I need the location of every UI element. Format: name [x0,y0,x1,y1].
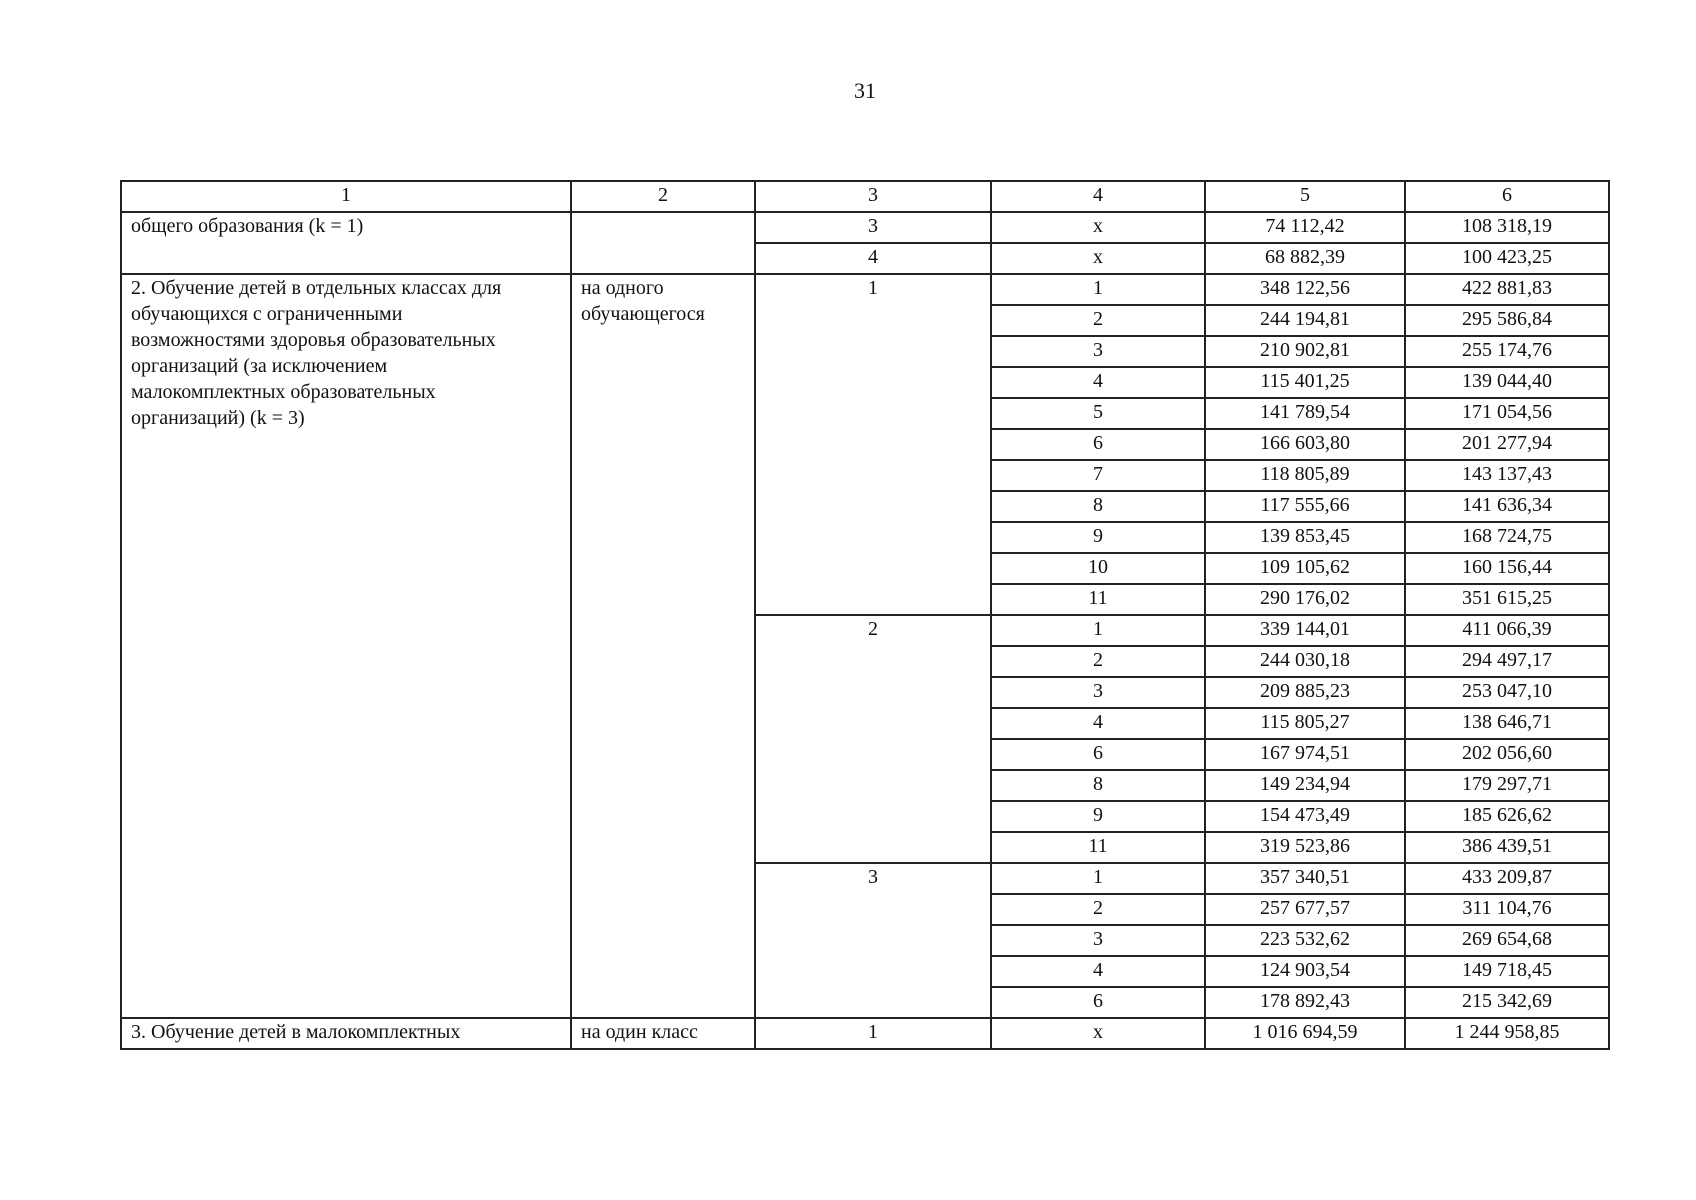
class-cell: 4 [991,708,1205,739]
value-cell: 167 974,51 [1205,739,1405,770]
description-line: организаций) (k = 3) [131,407,305,429]
unit-cell: на одного обучающегося [571,274,755,1018]
value-cell: 100 423,25 [1405,243,1609,274]
class-cell: 3 [991,336,1205,367]
value-cell: 1 244 958,85 [1405,1018,1609,1049]
class-cell: 6 [991,987,1205,1018]
class-cell: 8 [991,491,1205,522]
value-cell: 255 174,76 [1405,336,1609,367]
value-cell: 185 626,62 [1405,801,1609,832]
value-cell: 210 902,81 [1205,336,1405,367]
value-cell: 171 054,56 [1405,398,1609,429]
value-cell: 179 297,71 [1405,770,1609,801]
value-cell: 339 144,01 [1205,615,1405,646]
value-cell: 115 401,25 [1205,367,1405,398]
value-cell: 118 805,89 [1205,460,1405,491]
group-cell: 2 [755,615,991,863]
value-cell: 223 532,62 [1205,925,1405,956]
value-cell: 201 277,94 [1405,429,1609,460]
value-cell: 141 789,54 [1205,398,1405,429]
class-cell: 10 [991,553,1205,584]
column-header-1: 1 [121,181,571,212]
class-cell: 3 [991,677,1205,708]
value-cell: 357 340,51 [1205,863,1405,894]
value-cell: 1 016 694,59 [1205,1018,1405,1049]
class-cell: 5 [991,398,1205,429]
group-cell: 3 [755,863,991,1018]
value-cell: 257 677,57 [1205,894,1405,925]
group-cell: 1 [755,274,991,615]
class-cell: 6 [991,739,1205,770]
value-cell: 244 030,18 [1205,646,1405,677]
value-cell: 115 805,27 [1205,708,1405,739]
value-cell: 108 318,19 [1405,212,1609,243]
value-cell: 124 903,54 [1205,956,1405,987]
value-cell: 139 044,40 [1405,367,1609,398]
class-cell: 2 [991,646,1205,677]
class-cell: 4 [991,956,1205,987]
class-cell: 11 [991,832,1205,863]
value-cell: 348 122,56 [1205,274,1405,305]
value-cell: 386 439,51 [1405,832,1609,863]
value-cell: 319 523,86 [1205,832,1405,863]
value-cell: 74 112,42 [1205,212,1405,243]
value-cell: 215 342,69 [1405,987,1609,1018]
class-cell: х [991,1018,1205,1049]
class-cell: 9 [991,801,1205,832]
value-cell: 244 194,81 [1205,305,1405,336]
class-cell: 6 [991,429,1205,460]
class-cell: х [991,243,1205,274]
section-description [121,274,571,1018]
class-cell: 2 [991,305,1205,336]
value-cell: 433 209,87 [1405,863,1609,894]
value-cell: 154 473,49 [1205,801,1405,832]
value-cell: 117 555,66 [1205,491,1405,522]
value-cell: 311 104,76 [1405,894,1609,925]
value-cell: 160 156,44 [1405,553,1609,584]
column-header-2: 2 [571,181,755,212]
class-cell: 8 [991,770,1205,801]
class-cell: 7 [991,460,1205,491]
group-cell: 1 [755,1018,991,1049]
table-row [121,1018,1609,1049]
data-table [120,180,1610,1050]
value-cell: 290 176,02 [1205,584,1405,615]
value-cell: 143 137,43 [1405,460,1609,491]
group-cell: 4 [755,243,991,274]
description-line: возможностями здоровья образовательных [131,329,496,351]
value-cell: 295 586,84 [1405,305,1609,336]
description-line: обучающихся с ограниченными [131,303,403,325]
class-cell: х [991,212,1205,243]
column-header-6: 6 [1405,181,1609,212]
value-cell: 209 885,23 [1205,677,1405,708]
page-number: 31 [854,78,876,103]
value-cell: 138 646,71 [1405,708,1609,739]
column-header-4: 4 [991,181,1205,212]
table-row [121,274,1609,305]
value-cell: 149 234,94 [1205,770,1405,801]
class-cell: 4 [991,367,1205,398]
class-cell: 9 [991,522,1205,553]
section-description [121,212,571,274]
class-cell: 1 [991,615,1205,646]
value-cell: 253 047,10 [1405,677,1609,708]
group-cell: 3 [755,212,991,243]
class-cell: 11 [991,584,1205,615]
value-cell: 109 105,62 [1205,553,1405,584]
column-header-5: 5 [1205,181,1405,212]
class-cell: 2 [991,894,1205,925]
description-line: общего образования (k = 1) [131,215,364,237]
value-cell: 422 881,83 [1405,274,1609,305]
value-cell: 166 603,80 [1205,429,1405,460]
value-cell: 294 497,17 [1405,646,1609,677]
value-cell: 68 882,39 [1205,243,1405,274]
section-description [121,1018,571,1049]
description-line: малокомплектных образовательных [131,381,436,403]
value-cell: 139 853,45 [1205,522,1405,553]
unit-cell: на один класс [571,1018,755,1049]
column-header-3: 3 [755,181,991,212]
table-row [121,212,1609,243]
value-cell: 269 654,68 [1405,925,1609,956]
class-cell: 1 [991,863,1205,894]
description-line: 2. Обучение детей в отдельных классах для [131,277,502,299]
value-cell: 149 718,45 [1405,956,1609,987]
unit-cell [571,212,755,274]
class-cell: 3 [991,925,1205,956]
value-cell: 141 636,34 [1405,491,1609,522]
description-line: 3. Обучение детей в малокомплектных [131,1021,461,1043]
value-cell: 178 892,43 [1205,987,1405,1018]
value-cell: 411 066,39 [1405,615,1609,646]
table-header-row [121,181,1609,212]
value-cell: 351 615,25 [1405,584,1609,615]
value-cell: 168 724,75 [1405,522,1609,553]
class-cell: 1 [991,274,1205,305]
description-line: организаций (за исключением [131,355,388,377]
value-cell: 202 056,60 [1405,739,1609,770]
